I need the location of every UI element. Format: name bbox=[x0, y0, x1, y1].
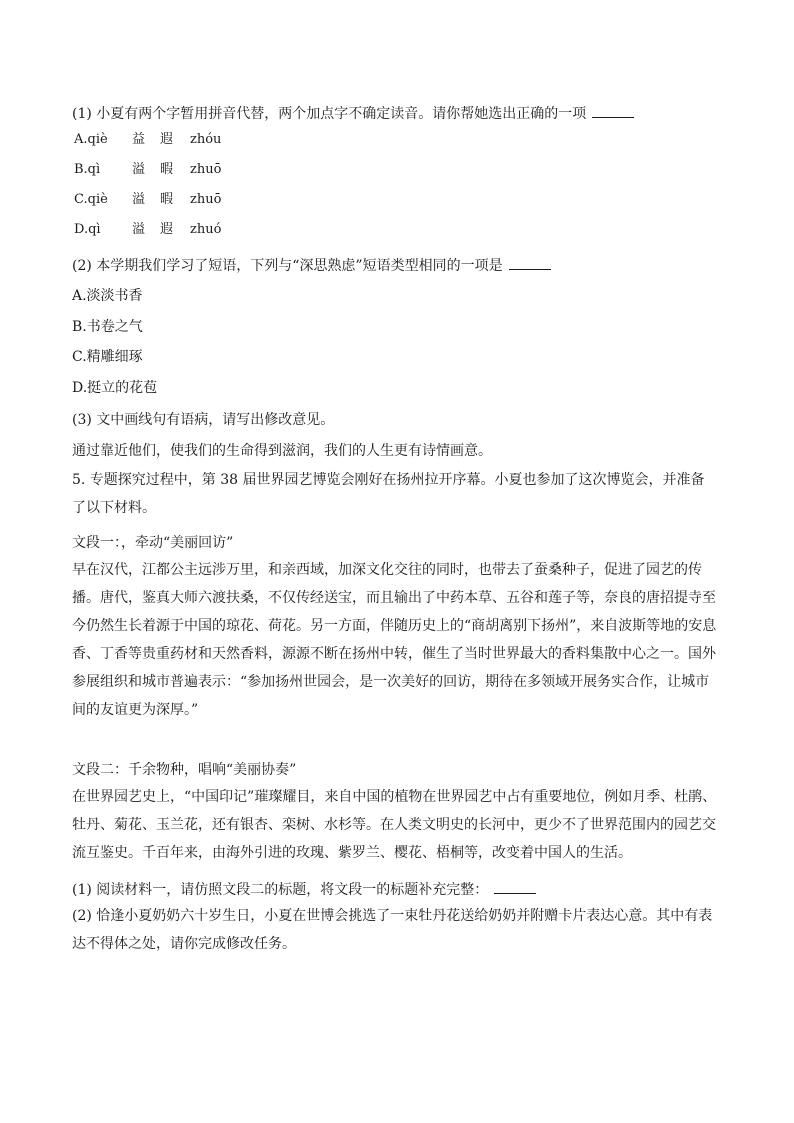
q4-sub2-prompt bbox=[72, 255, 722, 276]
answer-blank bbox=[592, 103, 634, 118]
q5-sub1-prompt bbox=[72, 879, 722, 900]
option-char-1: 溢 bbox=[132, 192, 146, 207]
option-pinyin: zhuō bbox=[190, 162, 222, 177]
q5-sub2-prompt: (2) 恰逢小夏奶奶六十岁生日，小夏在世博会挑选了一束牡丹花送给奶奶并附赠卡片表达心意。其中有表达不得体之处，请你完成修改任务。 bbox=[72, 908, 713, 952]
q5-sub1-text: (1) 阅读材料一，请仿照文段二的标题，将文段一的标题补充完整： bbox=[72, 882, 489, 898]
option-pinyin: zhóu bbox=[190, 132, 222, 147]
q4-sub1-option-b bbox=[74, 160, 724, 180]
option-char-1: 溢 bbox=[132, 162, 146, 177]
q4-sub2-option-c: C.精雕细琢 bbox=[72, 349, 143, 365]
q5-para2-body: 在世界园艺史上，“中国印记”璀璨耀目，来自中国的植物在世界园艺中占有重要地位，例如月季、杜鹃、牡丹、菊花、玉兰花，还有银杏、栾树、水杉等。在人类文明史的长河中，更少不了世界范围内的园艺交流互鉴史。千百年来，由海外引进的玫瑰、紫罗兰、樱花、梧桐等，改变着中国人的生活。 bbox=[72, 789, 717, 861]
option-char-1: 溢 bbox=[132, 222, 146, 237]
option-label: C.qiè bbox=[74, 192, 108, 207]
q4-sub2-option-a: A.淡淡书香 bbox=[72, 288, 143, 304]
option-pinyin: zhuō bbox=[190, 192, 222, 207]
q4-sub1-option-d bbox=[74, 220, 724, 240]
q5-intro: 5. 专题探究过程中，第 38 届世界园艺博览会刚好在扬州拉开序幕。小夏也参加了这次博览会，并准备了以下材料。 bbox=[72, 472, 705, 516]
option-char-2: 暇 bbox=[160, 162, 174, 177]
option-label: B.qì bbox=[74, 162, 101, 177]
q4-sub1-prompt bbox=[72, 103, 722, 124]
option-char-2: 遐 bbox=[160, 132, 174, 147]
option-label: A.qiè bbox=[74, 132, 108, 147]
q5-para1-title: 文段一：，牵动“美丽回访” bbox=[72, 535, 234, 551]
option-char-1: 益 bbox=[132, 132, 146, 147]
q4-sub3-prompt: (3) 文中画线句有语病，请写出修改意见。 bbox=[72, 412, 335, 428]
q5-para1-body: 早在汉代，江都公主远涉万里，和亲西域，加深文化交往的同时，也带去了蚕桑种子，促进了园艺的传播。唐代，鉴真大师六渡扶桑，不仅传经送宝，而且输出了中药本草、五谷和莲子等，奈良的唐招提寺至今仍然生长着源于中国的琼花、荷花。另一方面，伴随历史上的“商胡离别下扬州”，来自波斯等地的安息香、丁香等贵重药材和天然香料，源源不断在扬州中转，催生了当时世界最大的香料集散中心之一。国外参展组织和城市普遍表示：“参加扬州世园会，是一次美好的回访，期待在多领域开展务实合作，让城市间的友谊更为深厚。” bbox=[72, 562, 717, 718]
q4-sub1-option-a bbox=[74, 130, 724, 150]
option-label: D.qì bbox=[74, 222, 101, 237]
answer-blank bbox=[494, 879, 536, 894]
q5-para2-title: 文段二：千余物种，唱响“美丽协奏” bbox=[72, 762, 297, 778]
q4-sub1-option-c bbox=[74, 190, 724, 210]
q4-sub1-text: (1) 小夏有两个字暂用拼音代替，两个加点字不确定读音。请你帮她选出正确的一项 bbox=[72, 106, 587, 122]
q4-sub2-option-d: D.挺立的花苞 bbox=[72, 380, 158, 396]
option-char-2: 遐 bbox=[160, 222, 174, 237]
q4-sub2-option-b: B.书卷之气 bbox=[72, 319, 143, 335]
answer-blank bbox=[509, 255, 551, 270]
option-char-2: 暇 bbox=[160, 192, 174, 207]
q4-sub3-sentence: 通过靠近他们，使我们的生命得到滋润，我们的人生更有诗情画意。 bbox=[72, 443, 492, 459]
q4-sub2-text: (2) 本学期我们学习了短语，下列与“深思熟虑”短语类型相同的一项是 bbox=[72, 258, 503, 274]
option-pinyin: zhuó bbox=[190, 222, 222, 237]
